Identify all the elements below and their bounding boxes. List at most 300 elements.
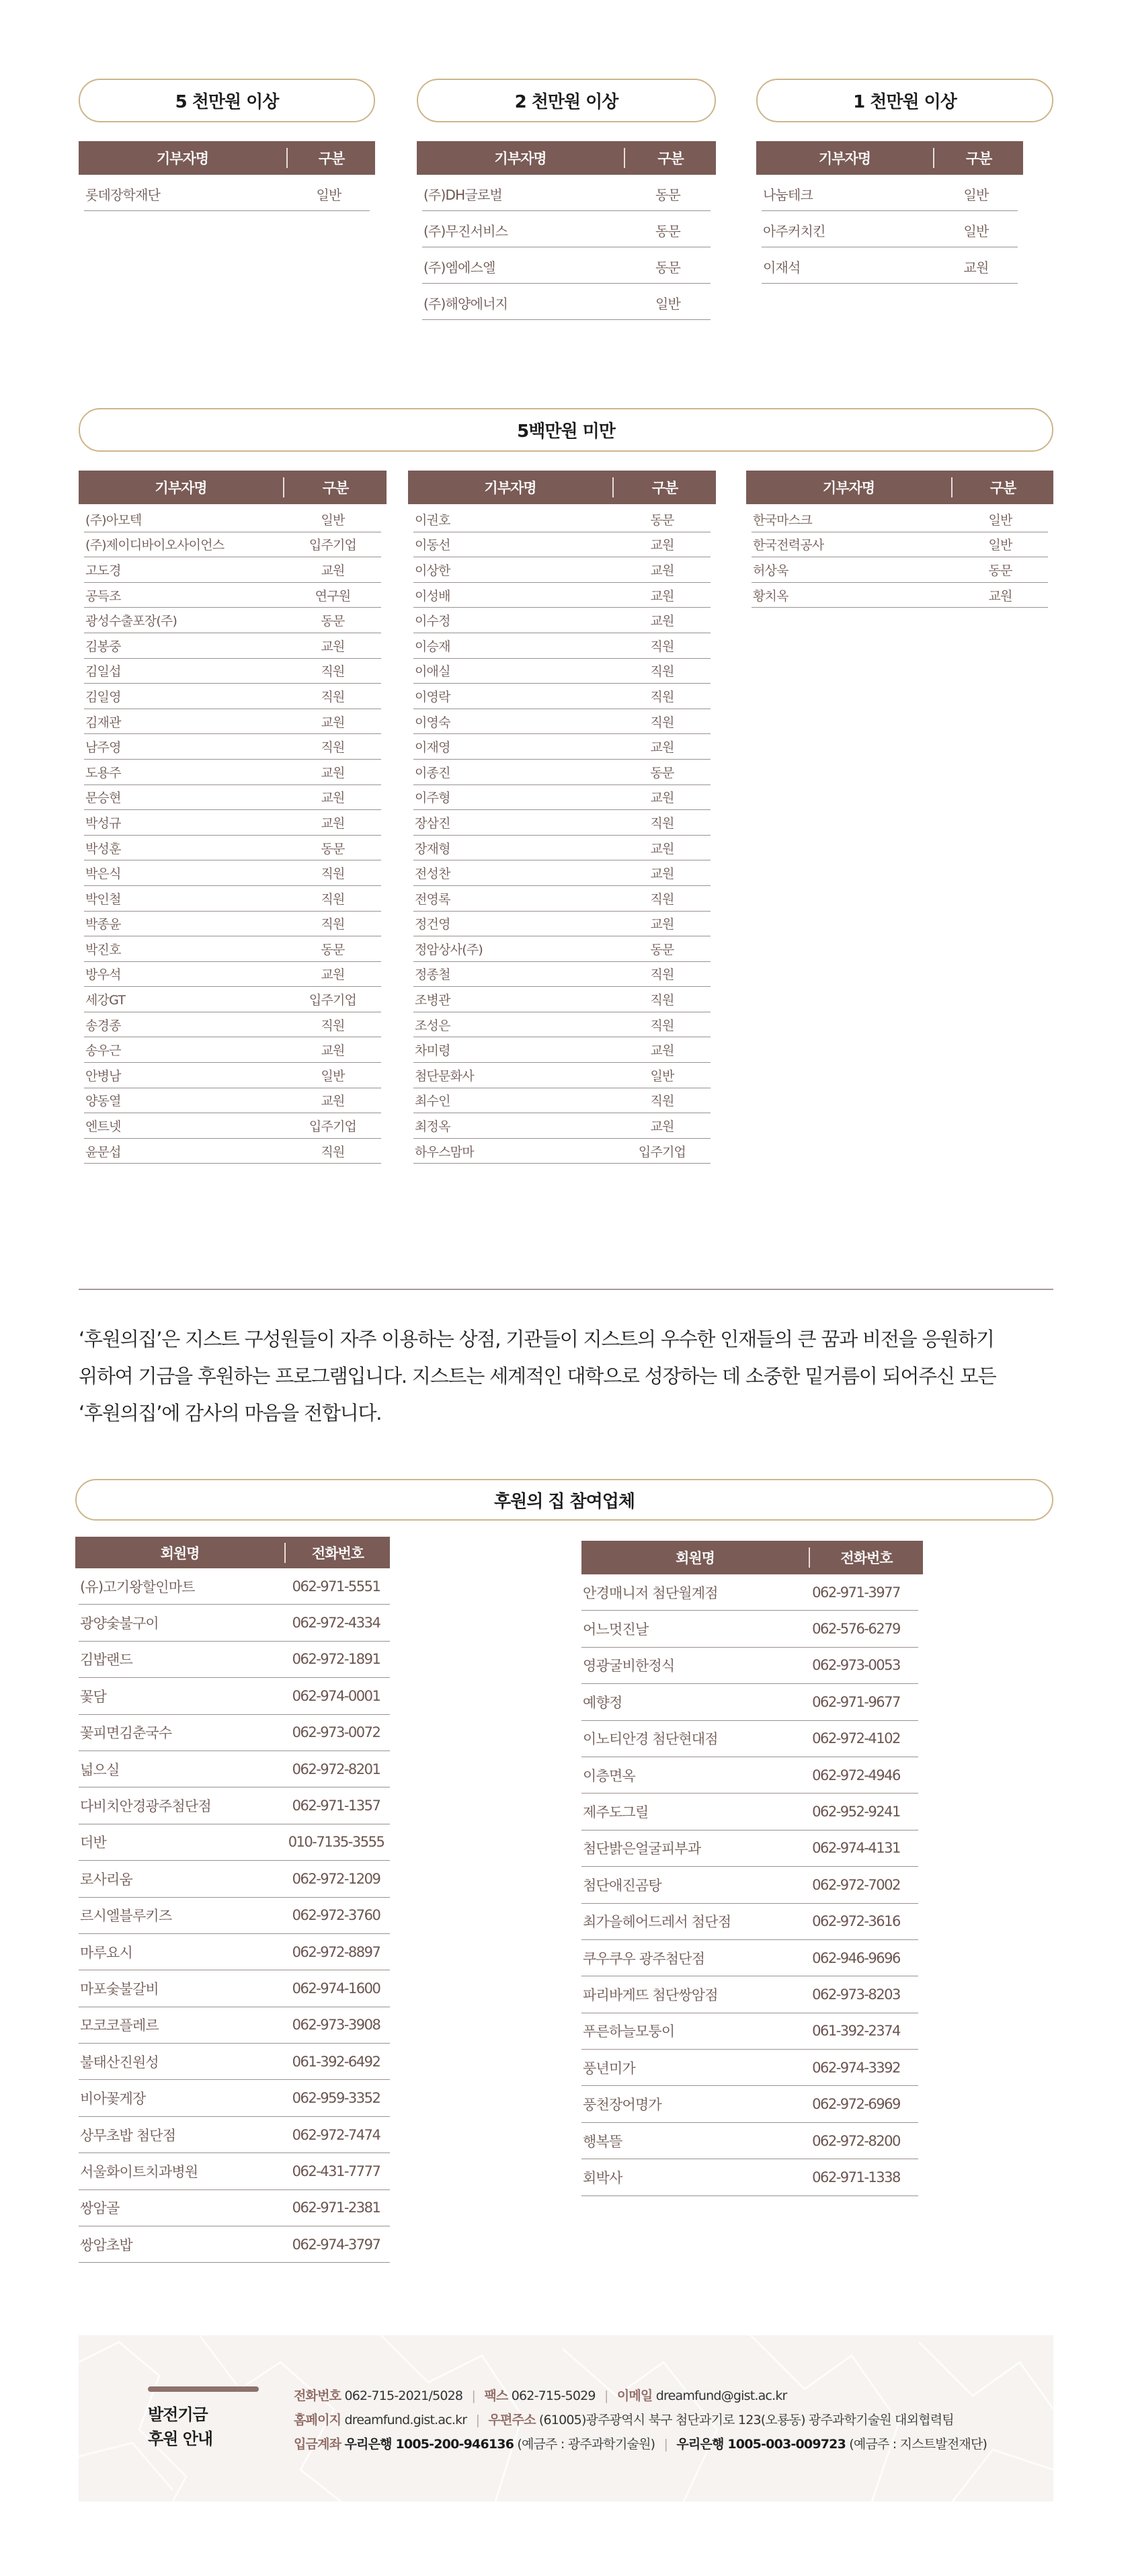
contact-line-1 xyxy=(294,2384,987,2408)
cell-name: 제주도그릴 xyxy=(583,1804,649,1821)
cell-name: 예향정 xyxy=(583,1694,622,1711)
cell-name: 모코코플레르 xyxy=(80,2017,159,2034)
cell-value: 교원 xyxy=(321,815,345,831)
cell-value: 교원 xyxy=(321,563,345,578)
table-row xyxy=(752,532,1048,558)
phone-value: 062-715-2021/5028 xyxy=(344,2388,463,2403)
separator: | xyxy=(471,2388,476,2403)
tier-title-pill: 1 천만원 이상 xyxy=(756,79,1053,122)
table-row xyxy=(581,2086,918,2122)
cell-name: 어느멋진날 xyxy=(583,1621,649,1638)
cell-name: 김일영 xyxy=(85,689,121,705)
cell-name: 이영락 xyxy=(415,689,450,705)
cell-value: 062-974-4131 xyxy=(812,1840,900,1857)
cell-name: 남주영 xyxy=(85,740,121,756)
donor-table-col1 xyxy=(79,471,387,1164)
cell-value: 직원 xyxy=(650,1018,674,1033)
cell-value: 062-946-9696 xyxy=(812,1949,900,1966)
intro-paragraph xyxy=(79,1321,1067,1432)
email-label: 이메일 xyxy=(616,2388,653,2403)
table-row xyxy=(84,962,381,988)
table-row xyxy=(422,284,711,320)
table-row xyxy=(413,608,711,633)
cell-value: 교원 xyxy=(321,791,345,806)
cell-value: 교원 xyxy=(321,1094,345,1109)
table-row xyxy=(422,175,711,211)
table-row xyxy=(581,1611,918,1647)
table-row xyxy=(79,2190,390,2226)
cell-value: 061-392-2374 xyxy=(812,2023,900,2040)
table-row xyxy=(413,987,711,1012)
table-row xyxy=(413,860,711,886)
cell-value: 062-972-3760 xyxy=(292,1907,380,1924)
cell-value: 교원 xyxy=(650,841,674,856)
cell-name: 로사리움 xyxy=(80,1871,132,1888)
cell-value: 062-972-7002 xyxy=(812,1876,900,1893)
cell-name: 나눔테크 xyxy=(763,187,813,203)
table-row xyxy=(84,936,381,962)
header-donor-name: 기부자명 xyxy=(494,151,547,167)
cell-value: 062-973-3908 xyxy=(292,2017,380,2034)
table-row xyxy=(581,2013,918,2050)
cell-value: 직원 xyxy=(321,1144,345,1160)
table-row xyxy=(79,1751,390,1787)
cell-name: (주)제이디바이오사이언스 xyxy=(85,538,225,553)
donor-table xyxy=(417,141,716,320)
table-row xyxy=(84,175,370,211)
cell-name: 김봉중 xyxy=(85,639,121,654)
fax-value: 062-715-5029 xyxy=(511,2388,596,2403)
cell-value: 062-971-1357 xyxy=(292,1798,380,1814)
cell-name: 방우석 xyxy=(85,967,121,983)
cell-value: 직원 xyxy=(650,715,674,730)
cell-value: 교원 xyxy=(988,588,1012,604)
cell-value: 062-431-7777 xyxy=(292,2163,380,2179)
table-row xyxy=(413,912,711,937)
table-row xyxy=(84,760,381,785)
cell-value: 062-971-2381 xyxy=(292,2200,380,2216)
header-donor-name: 기부자명 xyxy=(822,480,875,496)
cell-value: 062-972-4102 xyxy=(812,1730,900,1747)
cell-value: 교원 xyxy=(650,563,674,578)
cell-value: 교원 xyxy=(650,538,674,553)
donor-table xyxy=(79,141,375,211)
cell-value: 동문 xyxy=(650,942,674,957)
cell-value: 062-972-1209 xyxy=(292,1870,380,1887)
table-row xyxy=(581,1757,918,1794)
cell-value: 010-7135-3555 xyxy=(288,1834,385,1851)
footer-title xyxy=(148,2403,212,2451)
table-row xyxy=(413,633,711,659)
table-row xyxy=(422,247,711,284)
cell-value: 일반 xyxy=(650,1068,674,1084)
cell-name: 황치옥 xyxy=(753,588,789,604)
table-row xyxy=(413,684,711,709)
cell-value: 교원 xyxy=(650,588,674,604)
table-row xyxy=(79,1861,390,1897)
header-donor-name: 기부자명 xyxy=(484,480,536,496)
cell-name: 비아꽃게장 xyxy=(80,2091,146,2107)
table-row xyxy=(84,1139,381,1164)
cell-name: 전영록 xyxy=(415,891,450,907)
table-row xyxy=(84,810,381,836)
cell-name: 첨단애진곰탕 xyxy=(583,1877,661,1894)
cell-value: 062-972-4946 xyxy=(812,1767,900,1783)
cell-value: 입주기업 xyxy=(638,1144,686,1160)
account2-bank: 우리은행 1005-003-009723 xyxy=(676,2437,846,2452)
cell-name: 이재영 xyxy=(415,740,450,756)
cell-name: 안병남 xyxy=(85,1068,121,1084)
cell-value: 교원 xyxy=(321,715,345,730)
cell-name: 롯데장학재단 xyxy=(85,187,161,203)
donor-table-col2 xyxy=(408,471,716,1164)
cell-value: 직원 xyxy=(650,1094,674,1109)
footer-contact-info xyxy=(294,2384,987,2456)
header-category: 구분 xyxy=(657,151,684,167)
cell-name: 마루요시 xyxy=(80,1944,132,1961)
table-row xyxy=(84,557,381,583)
cell-value: 062-971-3977 xyxy=(812,1584,900,1601)
table-row xyxy=(413,936,711,962)
cell-name: 첨단밝은얼굴피부과 xyxy=(583,1841,701,1857)
cell-value: 직원 xyxy=(650,689,674,705)
cell-value: 062-971-1338 xyxy=(812,2169,900,2185)
cell-value: 직원 xyxy=(321,867,345,882)
cell-value: 062-974-3797 xyxy=(292,2236,380,2253)
homepage-link[interactable]: dreamfund.gist.ac.kr xyxy=(344,2413,467,2427)
table-row xyxy=(581,1830,918,1867)
cell-value: 062-972-8200 xyxy=(812,2132,900,2149)
table-row xyxy=(413,583,711,608)
cell-name: 회박사 xyxy=(583,2169,622,2186)
cell-value: 직원 xyxy=(321,917,345,932)
cell-value: 일반 xyxy=(316,187,341,203)
cell-name: 박성규 xyxy=(85,815,121,831)
table-row xyxy=(413,1037,711,1063)
cell-value: 062-972-8897 xyxy=(292,1943,380,1960)
table-row xyxy=(79,2080,390,2116)
table-row xyxy=(413,1113,711,1139)
cell-value: 일반 xyxy=(655,296,681,312)
table-row xyxy=(79,1934,390,1970)
table-row xyxy=(79,1898,390,1934)
table-body xyxy=(84,507,381,1164)
cell-value: 동문 xyxy=(988,563,1012,578)
cell-value: 062-972-3616 xyxy=(812,1913,900,1930)
table-row xyxy=(79,1824,390,1861)
table-row xyxy=(413,1139,711,1164)
cell-name: 이성배 xyxy=(415,588,450,604)
cell-name: 이상한 xyxy=(415,563,450,578)
table-row xyxy=(84,836,381,861)
table-row xyxy=(79,1787,390,1824)
table-row xyxy=(762,247,1018,284)
cell-name: 한국전력공사 xyxy=(753,538,824,553)
cell-name: 꽃담 xyxy=(80,1688,106,1705)
table-row xyxy=(79,2007,390,2044)
table-row xyxy=(413,709,711,735)
contact-line-3 xyxy=(294,2432,987,2456)
cell-value: 062-959-3352 xyxy=(292,2090,380,2107)
table-body xyxy=(84,175,370,211)
table-body xyxy=(581,1574,918,2196)
account2-holder: (예금주 : 지스트발전재단) xyxy=(849,2437,987,2452)
table-row xyxy=(413,886,711,912)
table-row xyxy=(581,1904,918,1940)
contact-line-2 xyxy=(294,2408,987,2432)
table-row xyxy=(413,659,711,684)
cell-name: 최정옥 xyxy=(415,1119,450,1135)
cell-value: 동문 xyxy=(655,187,681,203)
cell-name: 이층면옥 xyxy=(583,1767,635,1784)
cell-name: 공득조 xyxy=(85,588,121,604)
table-row xyxy=(581,1976,918,2013)
cell-name: 정암상사(주) xyxy=(415,942,483,957)
shops-title-pill: 후원의 집 참여업체 xyxy=(75,1479,1053,1521)
cell-name: 광성수출포장(주) xyxy=(85,614,177,629)
table-header xyxy=(756,141,1023,175)
cell-value: 교원 xyxy=(650,791,674,806)
table-row xyxy=(413,760,711,785)
header-category: 구분 xyxy=(965,151,992,167)
table-row xyxy=(413,507,711,532)
cell-name: (주)아모텍 xyxy=(85,512,142,528)
cell-name: 박종윤 xyxy=(85,917,121,932)
cell-name: 상무초밥 첨단점 xyxy=(80,2127,176,2144)
table-row xyxy=(413,1012,711,1038)
table-row xyxy=(79,2117,390,2153)
cell-name: (유)고기왕할인마트 xyxy=(80,1578,195,1595)
cell-value: 일반 xyxy=(963,223,989,239)
cell-value: 직원 xyxy=(650,815,674,831)
table-row xyxy=(79,1678,390,1714)
cell-value: 일반 xyxy=(988,538,1012,553)
cell-name: 이권호 xyxy=(415,512,450,528)
cell-name: 서울화이트치과병원 xyxy=(80,2163,198,2180)
cell-name: 전성찬 xyxy=(415,867,450,882)
separator: | xyxy=(663,2437,668,2452)
cell-name: 박진호 xyxy=(85,942,121,957)
cell-value: 062-971-9677 xyxy=(812,1693,900,1710)
cell-name: 이노티안경 첨단현대점 xyxy=(583,1731,718,1748)
table-row xyxy=(84,987,381,1012)
cell-name: 영광굴비한정식 xyxy=(583,1658,675,1675)
cell-value: 직원 xyxy=(321,740,345,756)
header-category: 구분 xyxy=(651,480,678,496)
cell-name: 조병관 xyxy=(415,993,450,1008)
table-row xyxy=(752,507,1048,532)
donation-info-footer xyxy=(79,2335,1053,2501)
table-row xyxy=(581,1684,918,1720)
cell-name: 양동열 xyxy=(85,1094,121,1109)
tier-title-pill: 2 천만원 이상 xyxy=(417,79,716,122)
cell-name: 차미령 xyxy=(415,1043,450,1059)
table-row xyxy=(84,608,381,633)
cell-value: 직원 xyxy=(650,664,674,680)
cell-value: 062-576-6279 xyxy=(812,1621,900,1638)
table-row xyxy=(84,1037,381,1063)
table-header xyxy=(746,471,1053,504)
cell-name: 이승재 xyxy=(415,639,450,654)
cell-value: 교원 xyxy=(321,639,345,654)
cell-value: 입주기업 xyxy=(309,1119,357,1135)
cell-value: 교원 xyxy=(650,1119,674,1135)
cell-name: 넓으실 xyxy=(80,1761,120,1778)
table-header xyxy=(417,141,716,175)
cell-value: 062-973-0053 xyxy=(812,1657,900,1674)
table-body xyxy=(413,507,711,1164)
cell-name: 하우스맘마 xyxy=(415,1144,474,1160)
cell-name: 첨단문화사 xyxy=(415,1068,474,1084)
cell-value: 일반 xyxy=(321,1068,345,1084)
header-member-name: 회원명 xyxy=(160,1545,200,1562)
intro-line: ‘후원의집’에 감사의 마음을 전합니다. xyxy=(79,1402,382,1424)
table-row xyxy=(79,2226,390,2263)
cell-value: 062-972-6969 xyxy=(812,2096,900,2113)
table-row xyxy=(581,2123,918,2159)
table-row xyxy=(413,810,711,836)
cell-name: 김일섭 xyxy=(85,664,121,680)
cell-value: 교원 xyxy=(963,259,989,276)
cell-name: 송우근 xyxy=(85,1043,121,1059)
table-header xyxy=(408,471,716,504)
table-row xyxy=(79,2044,390,2080)
table-row xyxy=(84,583,381,608)
table-row xyxy=(413,962,711,988)
tier-title-pill: 5백만원 미만 xyxy=(79,408,1053,452)
cell-name: 다비치안경광주첨단점 xyxy=(80,1798,211,1815)
intro-line: ‘후원의집’은 지스트 구성원들이 자주 이용하는 상점, 기관들이 지스트의 우수한 인재들의 큰 꿈과 비전을 응원하기 xyxy=(79,1328,994,1351)
cell-name: 문승현 xyxy=(85,791,121,806)
table-row xyxy=(84,684,381,709)
cell-name: 도용주 xyxy=(85,765,121,780)
cell-name: 허상욱 xyxy=(753,563,789,578)
cell-value: 062-972-4334 xyxy=(292,1615,380,1632)
cell-name: 안경매니저 첨단월계점 xyxy=(583,1584,718,1601)
cell-value: 입주기업 xyxy=(309,993,357,1008)
cell-name: 박인철 xyxy=(85,891,121,907)
cell-value: 동문 xyxy=(650,512,674,528)
table-body xyxy=(422,175,711,320)
cell-value: 동문 xyxy=(655,223,681,239)
cell-value: 연구원 xyxy=(315,588,351,604)
cell-name: 쿠우쿠우 광주첨단점 xyxy=(583,1950,705,1967)
table-row xyxy=(84,1113,381,1139)
header-donor-name: 기부자명 xyxy=(156,151,209,167)
tier-title-pill: 5 천만원 이상 xyxy=(79,79,375,122)
table-row xyxy=(79,1605,390,1641)
header-category: 구분 xyxy=(318,151,345,167)
cell-name: 세강GT xyxy=(85,993,126,1008)
email-link[interactable]: dreamfund@gist.ac.kr xyxy=(655,2388,787,2403)
cell-name: 김밥랜드 xyxy=(80,1652,132,1668)
table-row xyxy=(581,1574,918,1611)
header-donor-name: 기부자명 xyxy=(155,480,207,496)
cell-value: 입주기업 xyxy=(309,538,357,553)
cell-name: (주)해양에너지 xyxy=(423,296,508,312)
intro-line: 위하여 기금을 후원하는 프로그램입니다. 지스트는 세계적인 대학으로 성장하는 데 소중한 밑거름이 되어주신 모든 xyxy=(79,1365,996,1387)
account1-bank: 우리은행 1005-200-946136 xyxy=(344,2437,514,2452)
header-category: 구분 xyxy=(989,480,1016,496)
accent-bar xyxy=(148,2386,259,2392)
table-row xyxy=(413,532,711,558)
table-row xyxy=(84,912,381,937)
cell-name: 풍천장어명가 xyxy=(583,2097,661,2114)
cell-value: 062-972-1891 xyxy=(292,1651,380,1668)
table-row xyxy=(413,557,711,583)
table-row xyxy=(422,211,711,247)
table-row xyxy=(581,1721,918,1757)
cell-name: 송경종 xyxy=(85,1018,121,1033)
table-row xyxy=(79,1715,390,1751)
table-row xyxy=(79,1642,390,1678)
cell-value: 직원 xyxy=(321,689,345,705)
table-row xyxy=(413,836,711,861)
table-row xyxy=(413,734,711,760)
table-row xyxy=(752,583,1048,608)
separator: | xyxy=(475,2413,480,2427)
cell-name: 행복뜰 xyxy=(583,2133,622,2150)
fax-label: 팩스 xyxy=(484,2388,508,2403)
table-row xyxy=(84,633,381,659)
cell-name: 불태산진원성 xyxy=(80,2054,159,2070)
header-phone: 전화번호 xyxy=(840,1550,893,1566)
cell-name: 푸른하늘모퉁이 xyxy=(583,2023,675,2040)
cell-name: 장재형 xyxy=(415,841,450,856)
cell-name: (주)엠에스엘 xyxy=(423,259,495,276)
table-row xyxy=(84,507,381,532)
table-row xyxy=(84,659,381,684)
cell-name: 꽃피면김춘국수 xyxy=(80,1725,172,1742)
cell-name: 광양숯불구이 xyxy=(80,1615,159,1632)
cell-value: 일반 xyxy=(321,512,345,528)
homepage-label: 홈페이지 xyxy=(294,2413,341,2427)
cell-name: 김재관 xyxy=(85,715,121,730)
shops-table-col1 xyxy=(75,1537,390,2263)
table-row xyxy=(79,1568,390,1605)
cell-value: 동문 xyxy=(655,259,681,276)
table-row xyxy=(84,709,381,735)
table-row xyxy=(84,860,381,886)
cell-name: 최수인 xyxy=(415,1094,450,1109)
cell-value: 교원 xyxy=(321,967,345,983)
table-body xyxy=(762,175,1018,284)
table-row xyxy=(79,1970,390,2007)
table-header xyxy=(581,1541,923,1574)
cell-name: 이영숙 xyxy=(415,715,450,730)
cell-name: (주)DH글로벌 xyxy=(423,187,502,203)
cell-name: 조성은 xyxy=(415,1018,450,1033)
cell-value: 직원 xyxy=(650,967,674,983)
cell-value: 직원 xyxy=(321,664,345,680)
cell-name: 박은식 xyxy=(85,867,121,882)
table-row xyxy=(84,1088,381,1114)
cell-name: 정건영 xyxy=(415,917,450,932)
section-divider xyxy=(79,1289,1053,1290)
footer-title-line2: 후원 안내 xyxy=(148,2429,213,2448)
table-row xyxy=(84,886,381,912)
cell-name: 이재석 xyxy=(763,259,801,276)
cell-value: 일반 xyxy=(963,187,989,203)
cell-value: 교원 xyxy=(650,614,674,629)
cell-name: 르시엘블루키즈 xyxy=(80,1908,172,1925)
shops-table-col2 xyxy=(581,1541,923,2196)
table-row xyxy=(413,1063,711,1088)
cell-value: 062-974-1600 xyxy=(292,1980,380,1997)
header-donor-name: 기부자명 xyxy=(818,151,871,167)
cell-name: 이종진 xyxy=(415,765,450,780)
cell-value: 062-972-8201 xyxy=(292,1761,380,1777)
